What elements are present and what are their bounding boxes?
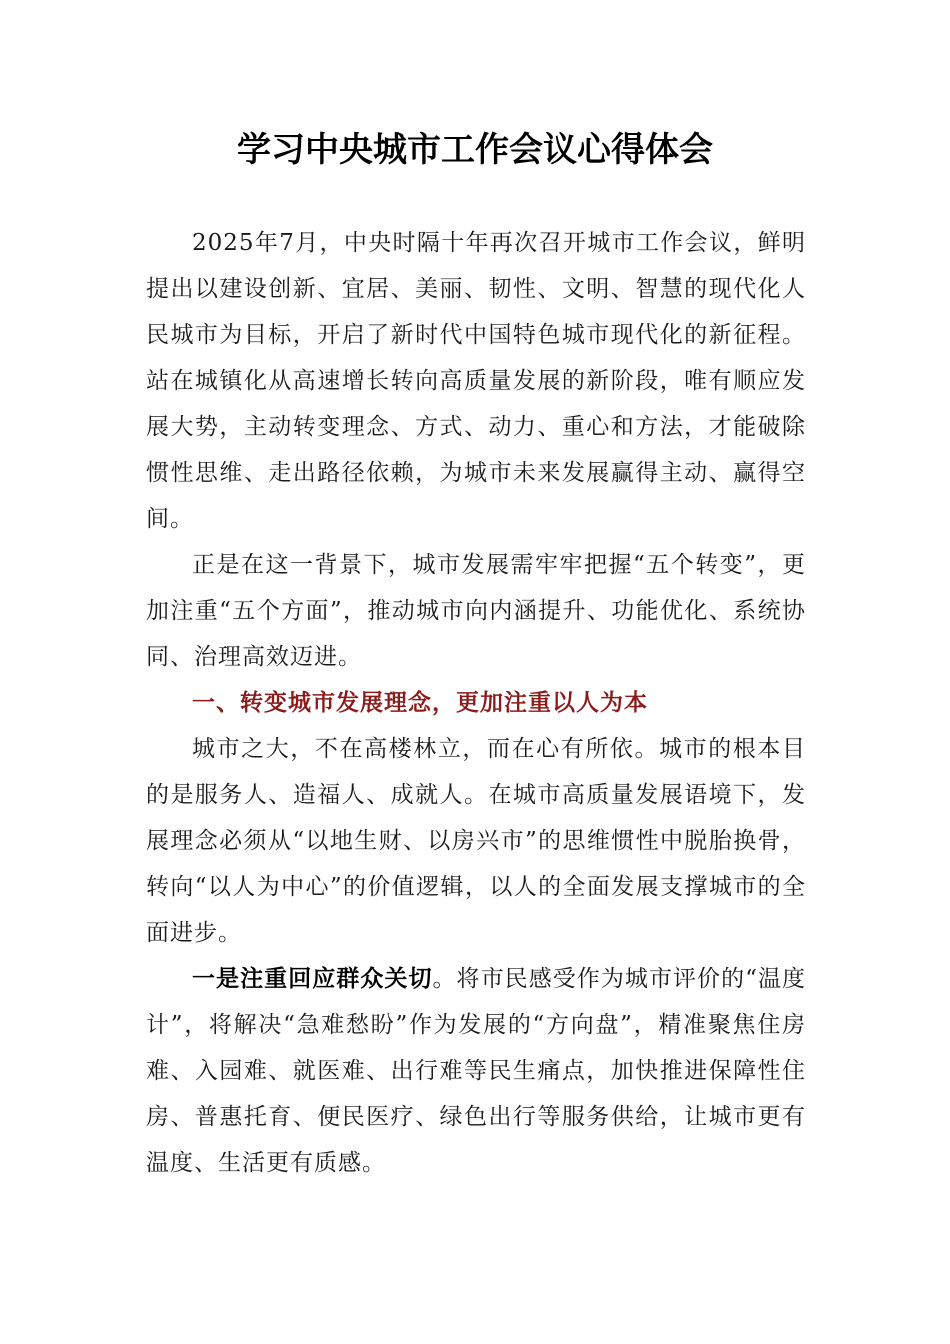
point-1-text: 。将市民感受作为城市评价的“温度计”，将解决“急难愁盼”作为发展的“方向盘”，精准聚焦住房难、入园难、就医难、出行难等民生痛点，加快推进保障性住房、普惠托育、便民医疗、绿色出行等服务供给，让城市更有温度、生活更有质感。 [146,966,806,1176]
section-1-point-1 [146,956,806,1186]
document-body [146,220,806,1186]
document-title: 学习中央城市工作会议心得体会 [237,130,713,170]
paragraph-background: 正是在这一背景下，城市发展需牢牢把握“五个转变”，更加注重“五个方面”，推动城市向内涵提升、功能优化、系统协同、治理高效迈进。 [146,552,806,670]
section-heading-1: 一、转变城市发展理念，更加注重以人为本 [192,689,648,716]
paragraph-intro: 2025年7月，中央时隔十年再次召开城市工作会议，鲜明提出以建设创新、宜居、美丽、韧性、文明、智慧的现代化人民城市为目标，开启了新时代中国特色城市现代化的新征程。站在城镇化从高速增长转向高质量发展的新阶段，唯有顺应发展大势，主动转变理念、方式、动力、重心和方法，才能破除惯性思维、走出路径依赖，为城市未来发展赢得主动、赢得空间。 [146,230,806,532]
section-1-paragraph: 城市之大，不在高楼林立，而在心有所依。城市的根本目的是服务人、造福人、成就人。在城市高质量发展语境下，发展理念必须从“以地生财、以房兴市”的思维惯性中脱胎换骨，转向“以人为中心”的价值逻辑，以人的全面发展支撑城市的全面进步。 [146,736,806,946]
point-1-lead: 一是注重回应群众关切 [192,965,433,992]
